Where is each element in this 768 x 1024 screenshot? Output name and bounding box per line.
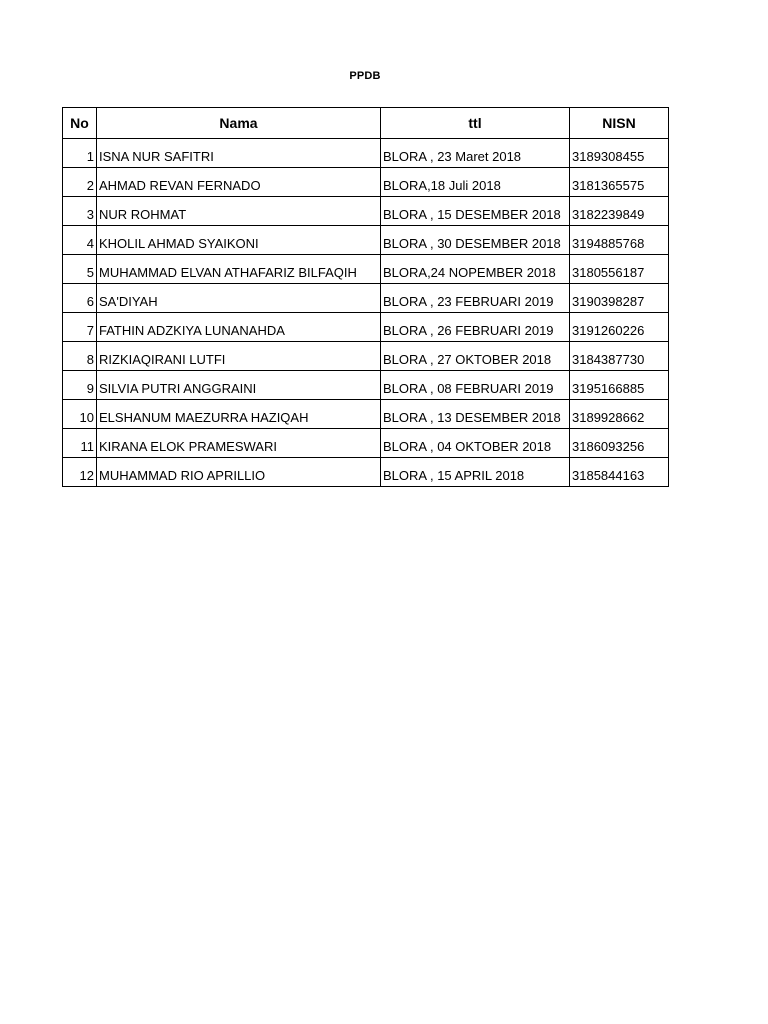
cell-nama: SA'DIYAH bbox=[97, 284, 381, 313]
table-row bbox=[63, 226, 669, 255]
cell-nisn: 3194885768 bbox=[570, 226, 669, 255]
table-header-row bbox=[63, 108, 669, 139]
cell-ttl: BLORA , 27 OKTOBER 2018 bbox=[381, 342, 570, 371]
cell-no: 5 bbox=[63, 255, 97, 284]
cell-no: 6 bbox=[63, 284, 97, 313]
cell-nisn: 3190398287 bbox=[570, 284, 669, 313]
table-row bbox=[63, 139, 669, 168]
cell-no: 8 bbox=[63, 342, 97, 371]
table-row bbox=[63, 342, 669, 371]
document-title: PPDB bbox=[349, 70, 381, 82]
table-row bbox=[63, 313, 669, 342]
cell-nama: NUR ROHMAT bbox=[97, 197, 381, 226]
table-row bbox=[63, 371, 669, 400]
header-nisn: NISN bbox=[570, 108, 669, 139]
cell-no: 9 bbox=[63, 371, 97, 400]
cell-nama: ELSHANUM MAEZURRA HAZIQAH bbox=[97, 400, 381, 429]
cell-nisn: 3180556187 bbox=[570, 255, 669, 284]
cell-ttl: BLORA , 26 FEBRUARI 2019 bbox=[381, 313, 570, 342]
cell-ttl: BLORA , 15 DESEMBER 2018 bbox=[381, 197, 570, 226]
cell-no: 4 bbox=[63, 226, 97, 255]
cell-nama: ISNA NUR SAFITRI bbox=[97, 139, 381, 168]
cell-nama: MUHAMMAD RIO APRILLIO bbox=[97, 458, 381, 487]
cell-ttl: BLORA , 04 OKTOBER 2018 bbox=[381, 429, 570, 458]
cell-nisn: 3189308455 bbox=[570, 139, 669, 168]
cell-ttl: BLORA , 15 APRIL 2018 bbox=[381, 458, 570, 487]
cell-nama: SILVIA PUTRI ANGGRAINI bbox=[97, 371, 381, 400]
cell-ttl: BLORA , 23 Maret 2018 bbox=[381, 139, 570, 168]
cell-nama: RIZKIAQIRANI LUTFI bbox=[97, 342, 381, 371]
cell-nama: KHOLIL AHMAD SYAIKONI bbox=[97, 226, 381, 255]
cell-no: 11 bbox=[63, 429, 97, 458]
cell-no: 10 bbox=[63, 400, 97, 429]
cell-nisn: 3186093256 bbox=[570, 429, 669, 458]
cell-no: 3 bbox=[63, 197, 97, 226]
table-row bbox=[63, 458, 669, 487]
cell-ttl: BLORA , 08 FEBRUARI 2019 bbox=[381, 371, 570, 400]
table-row bbox=[63, 197, 669, 226]
table-row bbox=[63, 429, 669, 458]
cell-nama: FATHIN ADZKIYA LUNANAHDA bbox=[97, 313, 381, 342]
cell-nisn: 3189928662 bbox=[570, 400, 669, 429]
cell-nisn: 3185844163 bbox=[570, 458, 669, 487]
header-nama: Nama bbox=[97, 108, 381, 139]
cell-no: 2 bbox=[63, 168, 97, 197]
cell-nisn: 3184387730 bbox=[570, 342, 669, 371]
cell-nama: KIRANA ELOK PRAMESWARI bbox=[97, 429, 381, 458]
cell-nisn: 3195166885 bbox=[570, 371, 669, 400]
table-row bbox=[63, 400, 669, 429]
cell-ttl: BLORA , 23 FEBRUARI 2019 bbox=[381, 284, 570, 313]
header-no: No bbox=[63, 108, 97, 139]
student-table bbox=[62, 107, 669, 487]
cell-nisn: 3182239849 bbox=[570, 197, 669, 226]
cell-nisn: 3181365575 bbox=[570, 168, 669, 197]
cell-nama: MUHAMMAD ELVAN ATHAFARIZ BILFAQIH bbox=[97, 255, 381, 284]
cell-no: 1 bbox=[63, 139, 97, 168]
cell-ttl: BLORA,18 Juli 2018 bbox=[381, 168, 570, 197]
table-row bbox=[63, 255, 669, 284]
header-ttl: ttl bbox=[381, 108, 570, 139]
cell-ttl: BLORA,24 NOPEMBER 2018 bbox=[381, 255, 570, 284]
cell-no: 7 bbox=[63, 313, 97, 342]
cell-ttl: BLORA , 30 DESEMBER 2018 bbox=[381, 226, 570, 255]
table-row bbox=[63, 284, 669, 313]
cell-nama: AHMAD REVAN FERNADO bbox=[97, 168, 381, 197]
cell-no: 12 bbox=[63, 458, 97, 487]
cell-nisn: 3191260226 bbox=[570, 313, 669, 342]
table-row bbox=[63, 168, 669, 197]
cell-ttl: BLORA , 13 DESEMBER 2018 bbox=[381, 400, 570, 429]
